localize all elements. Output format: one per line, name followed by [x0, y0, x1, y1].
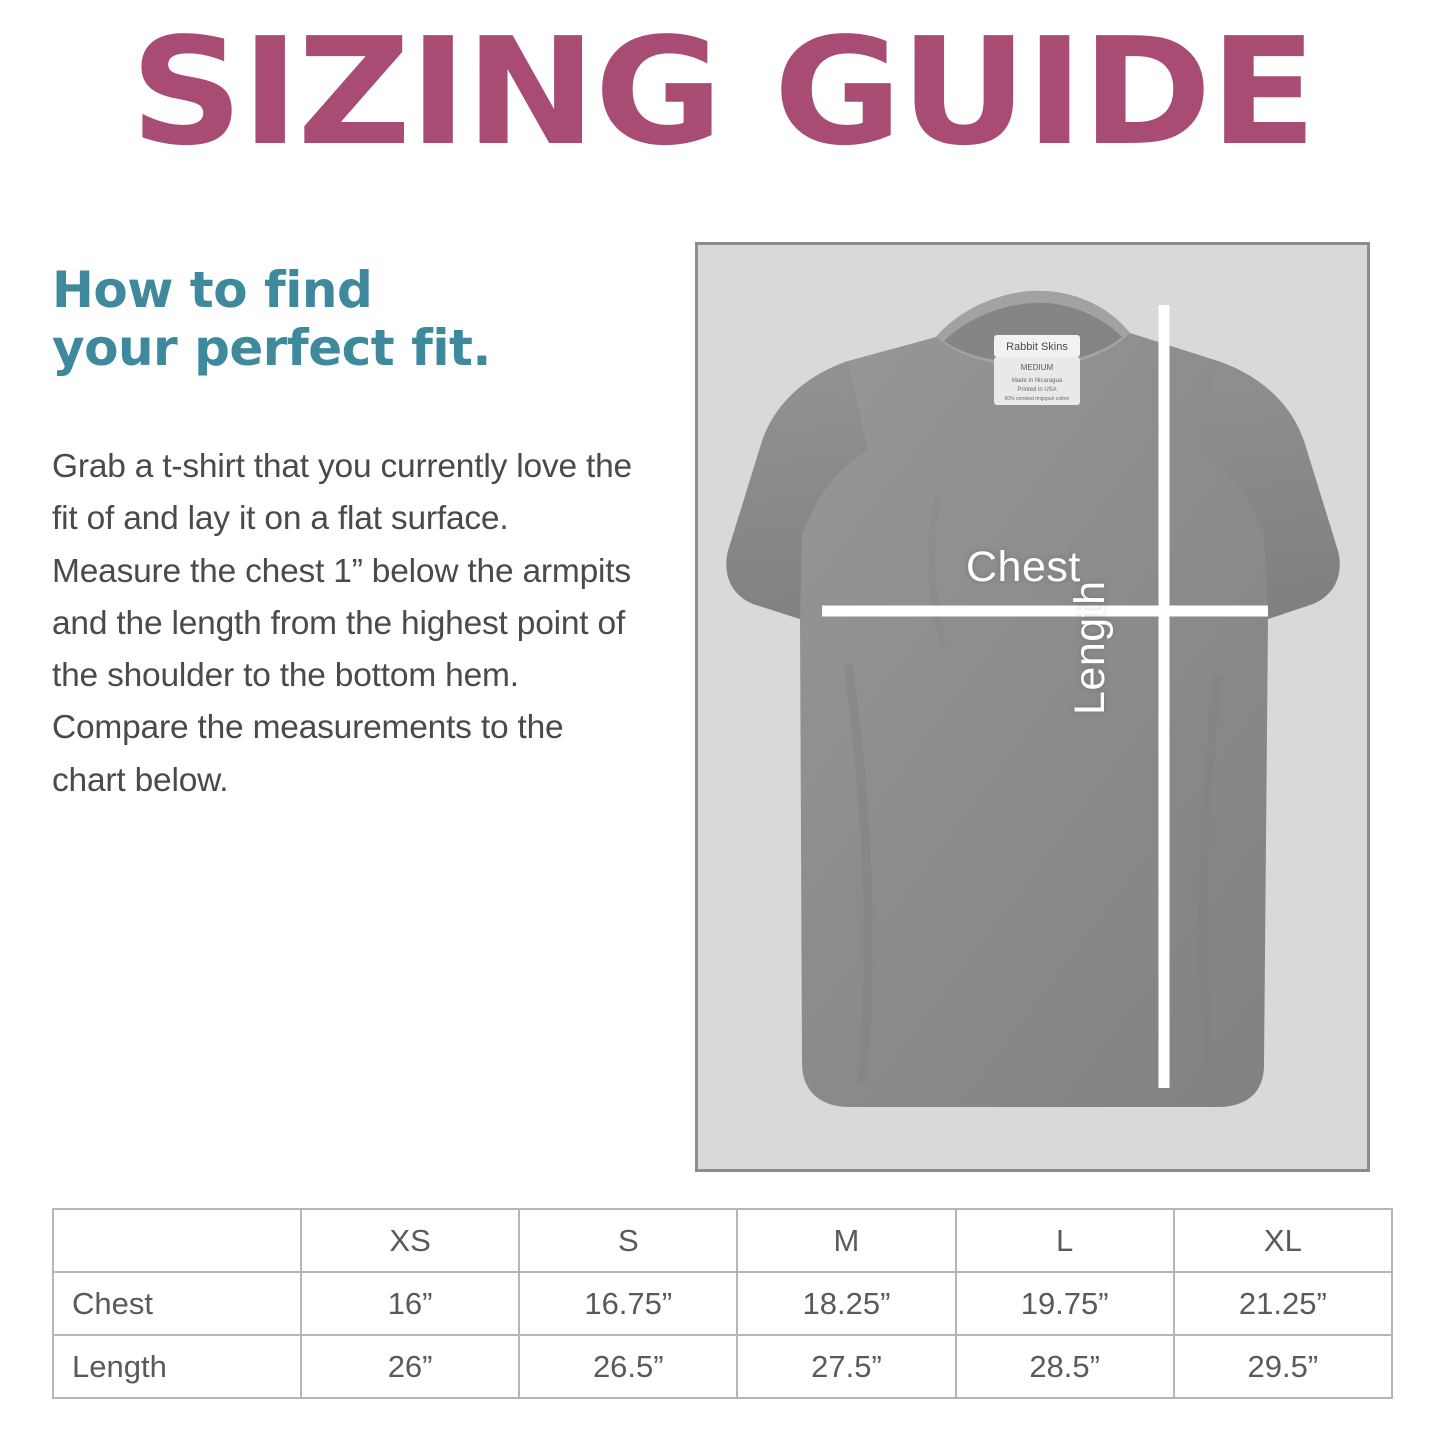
row-label-chest: Chest	[53, 1272, 301, 1335]
row-label-length: Length	[53, 1335, 301, 1398]
shirt-neck-tag	[994, 335, 1080, 405]
chest-m: 18.25”	[737, 1272, 955, 1335]
chest-s: 16.75”	[519, 1272, 737, 1335]
length-m: 27.5”	[737, 1335, 955, 1398]
table-row	[53, 1272, 1392, 1335]
length-measure-label: Length	[1066, 580, 1114, 715]
chest-measure-label: Chest	[966, 543, 1081, 591]
table-header-row	[53, 1209, 1392, 1272]
svg-text:Made in Nicaragua: Made in Nicaragua	[1011, 378, 1063, 384]
intro-subtitle-line2: your perfect fit.	[52, 318, 491, 377]
shirt-photo-panel	[695, 242, 1370, 1172]
table-header-xs: XS	[301, 1209, 519, 1272]
svg-text:60% combed ringspun cotton: 60% combed ringspun cotton	[1004, 396, 1070, 402]
chest-l: 19.75”	[956, 1272, 1174, 1335]
length-l: 28.5”	[956, 1335, 1174, 1398]
length-s: 26.5”	[519, 1335, 737, 1398]
chest-xs: 16”	[301, 1272, 519, 1335]
shirt-illustration	[698, 245, 1367, 1169]
intro-subtitle	[52, 262, 632, 377]
intro-subtitle-line1: How to find	[52, 261, 373, 319]
length-xl: 29.5”	[1174, 1335, 1392, 1398]
size-chart-table	[52, 1208, 1393, 1399]
table-header-m: M	[737, 1209, 955, 1272]
svg-text:Printed in USA: Printed in USA	[1017, 387, 1057, 393]
table-row	[53, 1335, 1392, 1398]
svg-text:MEDIUM: MEDIUM	[1020, 363, 1054, 372]
page-title: SIZING GUIDE	[130, 6, 1315, 178]
intro-section	[52, 262, 632, 807]
svg-text:Rabbit Skins: Rabbit Skins	[1006, 341, 1068, 353]
table-header-s: S	[519, 1209, 737, 1272]
chest-xl: 21.25”	[1174, 1272, 1392, 1335]
table-corner-cell	[53, 1209, 301, 1272]
table-header-xl: XL	[1174, 1209, 1392, 1272]
length-xs: 26”	[301, 1335, 519, 1398]
table-header-l: L	[956, 1209, 1174, 1272]
intro-body-text: Grab a t-shirt that you currently love the fit of and lay it on a flat surface. Measure the chest 1” below the armpits and the length from the highest point of the shoulder to the bottom hem. Compare the measurements to the chart below.	[52, 448, 632, 799]
